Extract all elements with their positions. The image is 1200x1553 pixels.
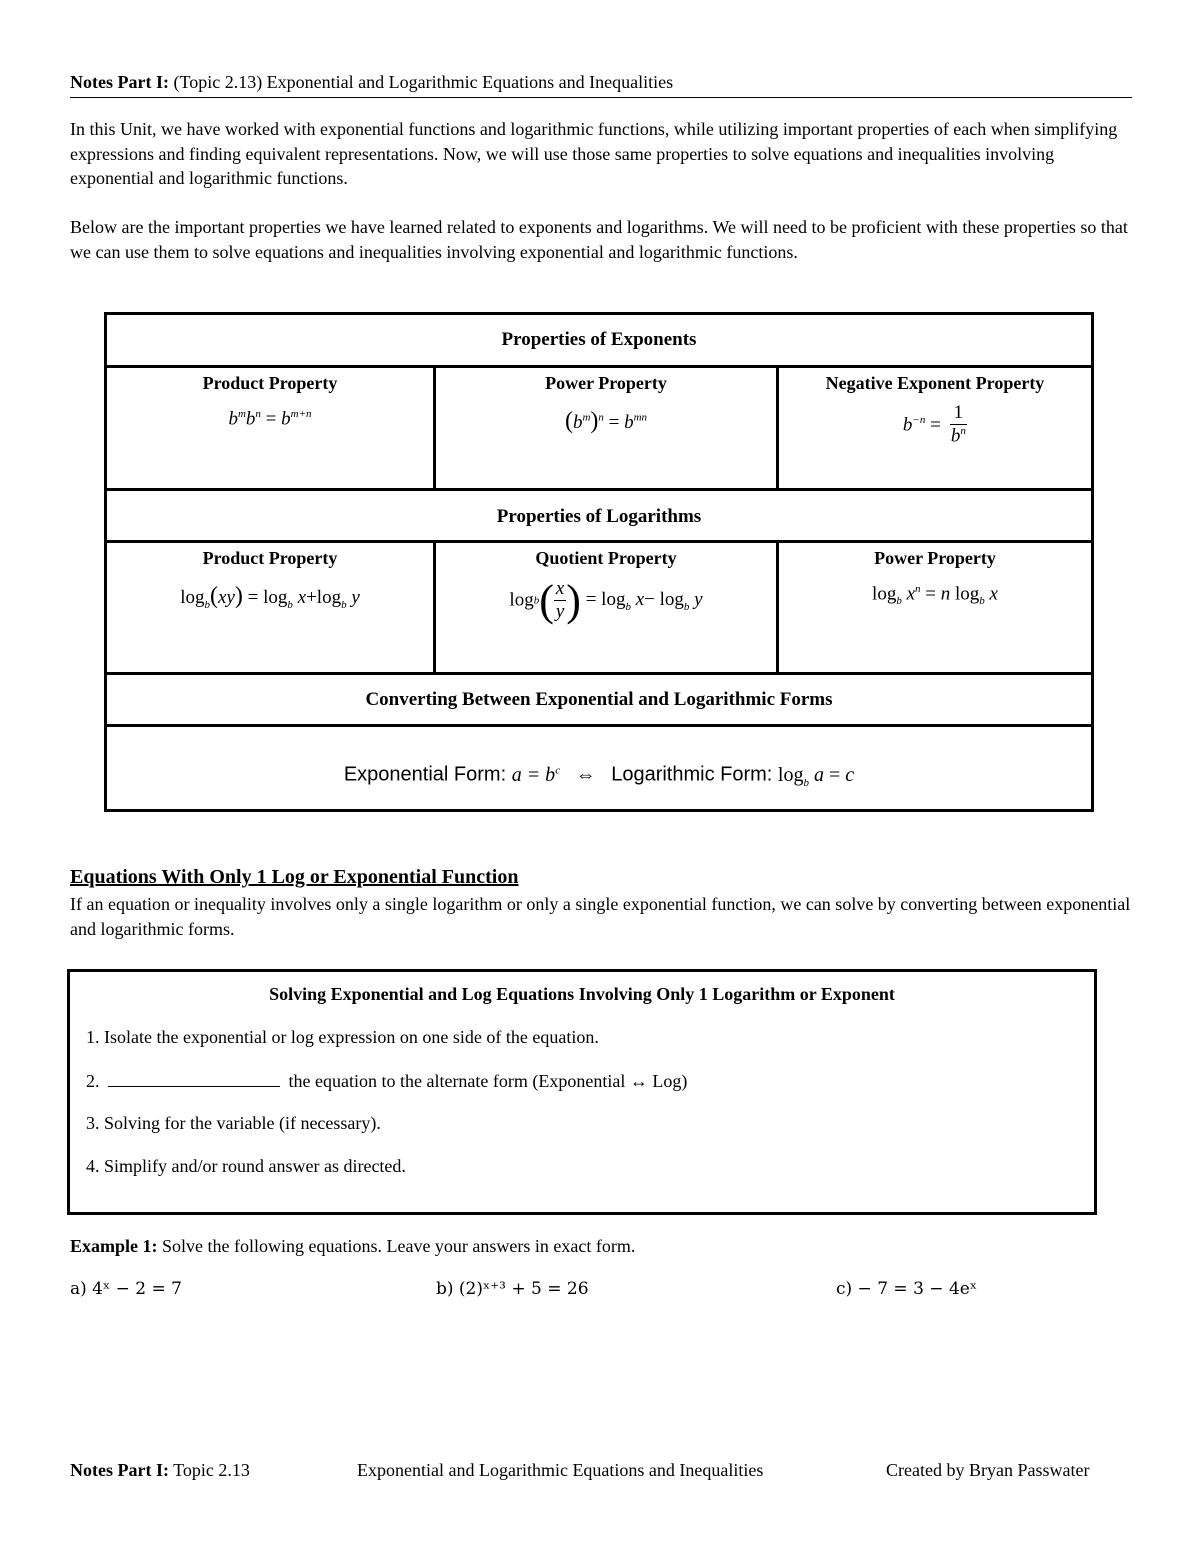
footer-title: Exponential and Logarithmic Equations and Inequalities (357, 1460, 764, 1480)
exp-negative-formula: $b^{-n}$ = $\frac{1}{b^n}$ (902, 402, 966, 447)
exp-power-formula: $(b^m)^n = b^{mn}$ (564, 408, 648, 434)
convert-log-label: Logarithmic Form: (611, 763, 773, 786)
step-2-blank[interactable] (108, 1070, 280, 1087)
section-text: If an equation or inequality involves only a single logarithm or only a single exponential function, we can solve by converting between exponential and logarithmic forms. (70, 894, 1131, 939)
exp-negative-title: Negative Exponent Property (825, 373, 1045, 393)
footer-label: Notes Part I: (70, 1460, 169, 1480)
log-quotient-formula: logb( $\frac{x}{y}$ ) = $\log_b x- \log_b y$ (509, 576, 703, 625)
problem-b: b) (2)ˣ⁺³ + 5 = 26 (436, 1279, 589, 1299)
log-quotient-cell (433, 543, 779, 672)
log-power-formula: $\log_b x^n = n$ $\log_b x$ (872, 583, 998, 608)
exp-power-title: Power Property (545, 373, 667, 393)
step-3: 3. Solving for the variable (if necessary). (86, 1113, 381, 1133)
logs-row (107, 543, 1091, 675)
steps-box (67, 969, 1097, 1215)
log-product-formula: $\log_b(xy) = \log_b x+\log_b$ y (180, 583, 360, 611)
header-text: (Topic 2.13) Exponential and Logarithmic Equations and Inequalities (168, 72, 674, 92)
log-quotient-title: Quotient Property (535, 548, 677, 568)
log-power-cell (779, 543, 1091, 672)
step-4: 4. Simplify and/or round answer as directed. (86, 1156, 406, 1176)
log-power-title: Power Property (874, 548, 996, 568)
problem-a: a) 4ˣ − 2 = 7 (70, 1279, 182, 1299)
footer-left (70, 1460, 250, 1481)
exponents-title: Properties of Exponents (107, 315, 1091, 368)
example-text: Solve the following equations. Leave your answers in exact form. (157, 1236, 636, 1256)
footer-topic: Topic 2.13 (168, 1460, 250, 1480)
exp-negative-cell (779, 368, 1091, 488)
exp-power-cell (433, 368, 779, 488)
exp-product-formula: $b^mb^n = b^{m+n}$ (228, 408, 312, 430)
exp-product-title: Product Property (202, 373, 338, 393)
exp-product-cell (107, 368, 433, 488)
footer-credit: Created by Bryan Passwater (886, 1460, 1090, 1480)
section-title: Equations With Only 1 Log or Exponential Function (70, 866, 519, 888)
step-2-text: the equation to the alternate form (Exponential ↔ Log) (288, 1071, 688, 1091)
convert-exp-label: Exponential Form: (343, 763, 507, 786)
logs-title: Properties of Logarithms (107, 491, 1091, 543)
convert-title: Converting Between Exponential and Logarithmic Forms (107, 675, 1091, 727)
example-1 (70, 1236, 635, 1257)
header-label: Notes Part I: (70, 72, 169, 92)
example-label: Example 1: (70, 1236, 158, 1256)
step-1: 1. Isolate the exponential or log expression on one side of the equation. (86, 1027, 599, 1047)
log-product-title: Product Property (202, 548, 338, 568)
step-2 (86, 1070, 687, 1092)
steps-title: Solving Exponential and Log Equations Involving Only 1 Logarithm or Exponent (269, 984, 895, 1004)
intro-paragraph-2: Below are the important properties we have learned related to exponents and logarithms. We will need to be proficient with these properties so that we can use them to solve equations and inequalities involving exponential and logarithmic functions. (70, 217, 1128, 262)
intro-paragraph-1: In this Unit, we have worked with exponential functions and logarithmic functions, while utilizing important properties of each when simplifying expressions and finding equivalent representations. Now, we will use those same properties to solve equations and inequalities involving exponential and logarithmic functions. (70, 119, 1118, 188)
properties-table (104, 312, 1094, 812)
step-2-number: 2. (86, 1071, 100, 1091)
convert-formula: Exponential Form: $a = b^c$ ⇔ Logarithmic Form: $\log_b a = c$ (343, 763, 855, 789)
log-product-cell (107, 543, 433, 672)
problem-c: c) − 7 = 3 − 4eˣ (836, 1279, 978, 1299)
page-header (70, 72, 1132, 98)
exponents-row (107, 368, 1091, 491)
